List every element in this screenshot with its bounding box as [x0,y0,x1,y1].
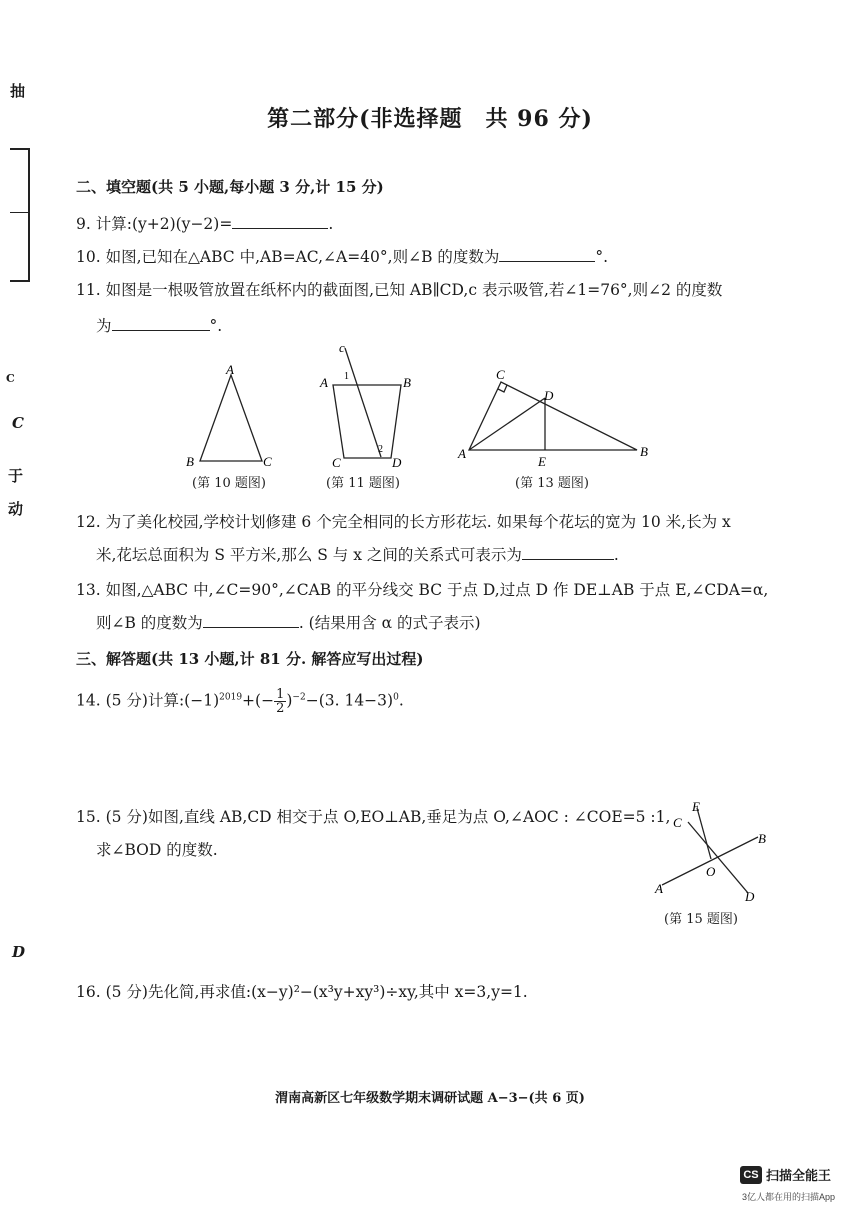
q13-blank [203,613,299,628]
q12-text: 米,花坛总面积为 S 平方米,那么 S 与 x 之间的关系式可表示为 [96,546,522,564]
question-11-line1: 11. 如图是一根吸管放置在纸杯内的截面图,已知 AB∥CD,c 表示吸管,若∠1=76°,则∠2 的度数 [76,281,723,299]
question-16: 16. (5 分)先化简,再求值:(x−y)²−(x³y+xy³)÷xy,其中 x=3,y=1. [76,983,528,1001]
question-12-line2 [96,543,619,565]
section-3-heading: 三、解答题(共 13 小题,计 81 分. 解答应写出过程) [76,650,424,668]
f11-label-A: A [320,375,328,390]
margin-text-3: C [12,414,24,432]
question-15-line2: 求∠BOD 的度数. [96,841,218,859]
margin-text-1: 抽 [10,82,26,100]
f11-label-D: D [392,455,402,470]
q13-end: . (结果用含 α 的式子表示) [298,614,481,632]
f15-label-B: B [758,831,766,846]
bracket-mark [10,212,28,213]
f11-label-c: c [339,340,345,355]
page-footer: 渭南高新区七年级数学期末调研试题 A−3−(共 6 页) [275,1091,585,1106]
question-10 [76,245,608,267]
f10-label-A: A [226,362,234,377]
q12-blank [522,545,614,560]
q10-blank [499,247,595,262]
q14-end: . [398,691,404,710]
f13-label-E: E [538,454,546,469]
question-13-line2 [96,611,481,633]
scanner-logo: CS [740,1166,762,1184]
margin-text-4: 于 [8,467,24,485]
f11-label-B: B [403,375,411,390]
figure-11 [333,348,401,458]
q9-blank [232,214,328,229]
q14-exp-2: −2 [292,692,306,703]
question-13-line1: 13. 如图,△ABC 中,∠C=90°,∠CAB 的平分线交 BC 于点 D,过点 D 作 DE⊥AB 于点 E,∠CDA=α, [76,581,769,599]
f15-label-A: A [655,881,663,896]
f13-label-D: D [544,388,554,403]
f15-label-E: E [692,799,700,814]
binding-bracket [10,148,30,282]
q14-numerator: 1 [276,687,285,702]
q14-mid: +(− [242,691,275,710]
margin-text-6: D [12,943,26,961]
q14-exp-1: 2019 [219,692,243,703]
q9-text: 9. 计算:(y+2)(y−2)= [76,215,233,233]
f15-label-C: C [673,815,682,830]
caption-fig-13: (第 13 题图) [515,476,589,491]
caption-fig-11: (第 11 题图) [326,476,400,491]
f10-label-B: B [186,454,194,469]
margin-text-5: 动 [8,500,24,518]
q12-end: . [613,546,619,564]
figure-10 [200,375,262,461]
q10-text: 10. 如图,已知在△ABC 中,AB=AC,∠A=40°,则∠B 的度数为 [76,248,500,266]
q11-prefix: 为 [96,317,112,335]
q11-end: °. [209,317,223,335]
question-15-line1: 15. (5 分)如图,直线 AB,CD 相交于点 O,EO⊥AB,垂足为点 O,∠AOC : ∠COE=5 :1, [76,808,671,826]
figure-15 [640,795,780,905]
f11-angle-1: 1 [344,371,349,382]
section-2-heading: 二、填空题(共 5 小题,每小题 3 分,计 15 分) [76,178,384,196]
f11-label-C: C [332,455,341,470]
f10-label-C: C [263,454,272,469]
page-title: 第二部分(非选择题 共 96 分) [267,106,593,132]
f13-label-A: A [458,446,466,461]
f15-label-O: O [706,864,716,879]
f13-label-C: C [496,367,505,382]
q9-end: . [328,215,334,233]
f11-angle-2: 2 [378,444,383,455]
q14-fraction [274,688,286,715]
f15-label-D: D [745,889,755,904]
q13-text: 则∠B 的度数为 [96,614,203,632]
q11-blank [112,316,210,331]
f13-label-B: B [640,444,648,459]
caption-fig-10: (第 10 题图) [192,476,266,491]
caption-fig-15: (第 15 题图) [664,912,738,927]
question-9 [76,212,333,234]
question-12-line1: 12. 为了美化校园,学校计划修建 6 个完全相同的长方形花坛. 如果每个花坛的宽为 10 米,长为 x [76,513,731,531]
figures-row [0,330,860,500]
q14-tail: −(3. 14−3) [305,691,394,710]
scanner-tagline: 3亿人都在用的扫描App [742,1192,836,1202]
q14-exp-3: 0 [393,692,399,703]
q14-text: 14. (5 分)计算:(−1) [76,691,220,710]
question-14: 14. (5 分)计算$:(-1)^{2019}+(-$ $\frac{1}{2}$ )$^{-2}$−(3. 14−3)$^0$. [76,687,404,716]
margin-text-2: C [6,372,15,385]
scanner-name: 扫描全能王 [766,1168,832,1183]
q10-end: °. [595,248,609,266]
q14-denominator: 2 [276,701,285,716]
